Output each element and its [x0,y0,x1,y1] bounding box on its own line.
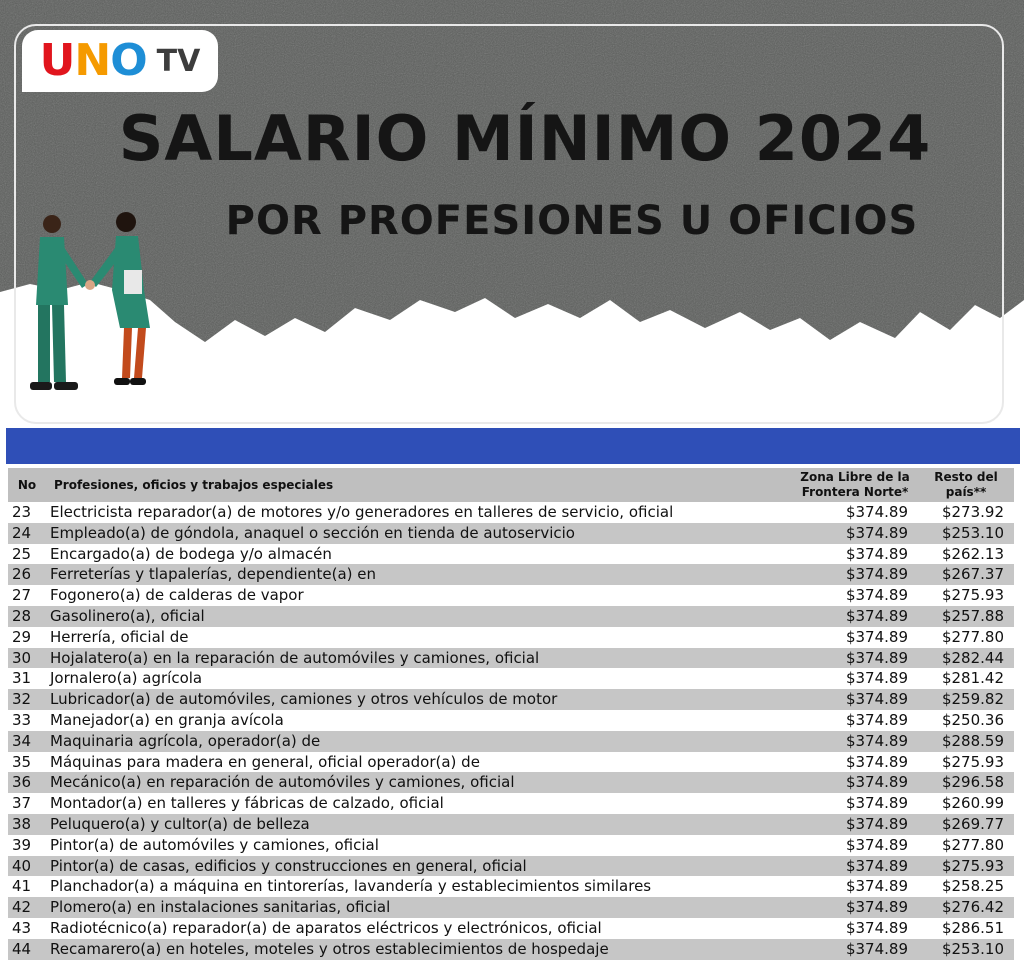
row-profession: Encargado(a) de bodega y/o almacén [50,544,332,563]
row-zona-libre: $374.89 [845,835,908,854]
row-number: 29 [12,627,32,646]
row-profession: Planchador(a) a máquina en tintorerías, lavandería y establecimientos similares [50,877,652,896]
row-profession: Peluquero(a) y cultor(a) de belleza [46,814,792,835]
row-zona-libre: $374.89 [845,710,908,729]
table-row [8,814,1014,835]
table-row [8,939,1014,960]
people-handshake-illustration [16,210,166,410]
row-resto-del-pais: $275.93 [918,856,1014,877]
woman-document [124,270,142,294]
row-resto-del-pais: $286.51 [941,918,1004,937]
row-resto-del-pais: $281.42 [941,669,1004,688]
salary-table [8,468,1014,960]
row-profession: Hojalatero(a) en la reparación de automóviles y camiones, oficial [46,648,792,669]
column-header-profession: Profesiones, oficios y trabajos especiales [46,468,792,502]
woman-leg-right [134,328,146,378]
row-resto-del-pais: $269.77 [918,814,1014,835]
table-row [8,752,1014,773]
row-zona-libre: $374.89 [792,731,918,752]
row-zona-libre: $374.89 [845,544,908,563]
row-resto-del-pais: $253.10 [918,523,1014,544]
woman-shoe-left [114,378,130,385]
row-number: 32 [8,689,46,710]
table-row [8,585,1014,606]
row-profession: Manejador(a) en granja avícola [50,710,284,729]
logo-letter-n: N [74,35,111,86]
row-number: 43 [12,918,32,937]
logo-tv: TV [156,43,201,79]
row-number: 36 [8,772,46,793]
table-row [8,856,1014,877]
logo-letter-o: O [110,35,147,86]
row-number: 25 [12,544,32,563]
row-profession: Jornalero(a) agrícola [50,669,203,688]
row-number: 44 [8,939,46,960]
row-zona-libre: $374.89 [845,918,908,937]
row-zona-libre: $374.89 [792,564,918,585]
row-resto-del-pais: $276.42 [918,897,1014,918]
row-profession: Gasolinero(a), oficial [46,606,792,627]
hero-banner [0,0,1024,430]
row-resto-del-pais: $296.58 [918,772,1014,793]
logo-wordmark [39,35,147,86]
table-row [8,606,1014,627]
row-profession: Mecánico(a) en reparación de automóviles y camiones, oficial [46,772,792,793]
row-number: 35 [12,752,32,771]
page-title: SALARIO MÍNIMO 2024 [118,102,932,175]
row-resto-del-pais: $259.82 [918,689,1014,710]
row-profession: Recamarero(a) en hoteles, moteles y otros establecimientos de hospedaje [46,939,792,960]
row-resto-del-pais: $260.99 [941,794,1004,813]
row-resto-del-pais: $250.36 [941,710,1004,729]
row-profession: Pintor(a) de automóviles y camiones, oficial [50,835,379,854]
row-profession: Fogonero(a) de calderas de vapor [50,586,304,605]
unotv-logo [22,30,218,92]
row-profession: Herrería, oficial de [50,627,189,646]
row-profession: Electricista reparador(a) de motores y/o generadores en talleres de servicio, oficial [50,503,674,521]
row-resto-del-pais: $277.80 [941,627,1004,646]
row-resto-del-pais: $273.92 [941,503,1004,521]
row-resto-del-pais: $275.93 [941,586,1004,605]
row-profession: Maquinaria agrícola, operador(a) de [46,731,792,752]
row-zona-libre: $374.89 [792,648,918,669]
table-row [8,835,1014,856]
column-header-resto-del-pais: Resto del país** [918,468,1014,502]
row-resto-del-pais: $257.88 [918,606,1014,627]
table-header-row [8,468,1014,502]
table-row [8,897,1014,918]
row-zona-libre: $374.89 [845,503,908,521]
row-zona-libre: $374.89 [792,523,918,544]
row-number: 41 [12,877,32,896]
handshake [85,280,95,290]
table-row [8,918,1014,939]
table-row [8,876,1014,897]
row-resto-del-pais: $275.93 [941,752,1004,771]
row-resto-del-pais: $288.59 [918,731,1014,752]
table-row [8,648,1014,669]
table-row [8,668,1014,689]
row-zona-libre: $374.89 [792,856,918,877]
row-number: 30 [8,648,46,669]
row-profession: Radiotécnico(a) reparador(a) de aparatos eléctricos y electrónicos, oficial [50,918,602,937]
row-profession: Montador(a) en talleres y fábricas de calzado, oficial [50,794,444,813]
row-resto-del-pais: $258.25 [941,877,1004,896]
table-row [8,523,1014,544]
row-number: 37 [12,794,32,813]
woman-leg-left [122,328,132,378]
table-row [8,544,1014,565]
row-zona-libre: $374.89 [792,814,918,835]
row-number: 42 [8,897,46,918]
row-zona-libre: $374.89 [792,772,918,793]
row-profession: Máquinas para madera en general, oficial operador(a) de [50,752,480,771]
row-zona-libre: $374.89 [792,689,918,710]
man-leg-right [52,305,66,382]
column-header-zona-libre: Zona Libre de la Frontera Norte* [792,468,918,502]
table-row [8,627,1014,648]
row-number: 23 [12,503,32,521]
man-head [43,215,61,233]
row-zona-libre: $374.89 [845,752,908,771]
row-number: 26 [8,564,46,585]
row-profession: Empleado(a) de góndola, anaquel o sección en tienda de autoservicio [46,523,792,544]
row-profession: Lubricador(a) de automóviles, camiones y otros vehículos de motor [46,689,792,710]
row-number: 27 [12,586,32,605]
table-row [8,689,1014,710]
row-profession: Ferreterías y tlapalerías, dependiente(a) en [46,564,792,585]
row-zona-libre: $374.89 [792,606,918,627]
row-zona-libre: $374.89 [792,939,918,960]
row-number: 24 [8,523,46,544]
row-resto-del-pais: $267.37 [918,564,1014,585]
row-resto-del-pais: $282.44 [918,648,1014,669]
row-resto-del-pais: $262.13 [941,544,1004,563]
row-number: 39 [12,835,32,854]
row-number: 33 [12,710,32,729]
table-row [8,772,1014,793]
table-row [8,731,1014,752]
row-zona-libre: $374.89 [845,794,908,813]
row-profession: Plomero(a) en instalaciones sanitarias, oficial [46,897,792,918]
table-row [8,793,1014,814]
row-zona-libre: $374.89 [845,669,908,688]
row-number: 28 [8,606,46,627]
row-zona-libre: $374.89 [845,586,908,605]
man-leg-left [38,305,50,382]
logo-letter-u: U [39,35,75,86]
table-row [8,502,1014,523]
row-profession: Pintor(a) de casas, edificios y construcciones en general, oficial [46,856,792,877]
man-shoe-right [54,382,78,390]
row-zona-libre: $374.89 [845,627,908,646]
row-zona-libre: $374.89 [845,877,908,896]
column-header-no: No [8,468,46,502]
blue-divider-band [6,428,1020,464]
page-subtitle: POR PROFESIONES U OFICIOS [225,198,919,244]
row-number: 31 [12,669,32,688]
row-number: 40 [8,856,46,877]
row-resto-del-pais: $253.10 [918,939,1014,960]
row-zona-libre: $374.89 [792,897,918,918]
man-shoe-left [30,382,52,390]
row-number: 38 [8,814,46,835]
woman-shoe-right [130,378,146,385]
table-row [8,564,1014,585]
table-row [8,710,1014,731]
row-number: 34 [8,731,46,752]
woman-head [116,212,136,232]
row-resto-del-pais: $277.80 [941,835,1004,854]
